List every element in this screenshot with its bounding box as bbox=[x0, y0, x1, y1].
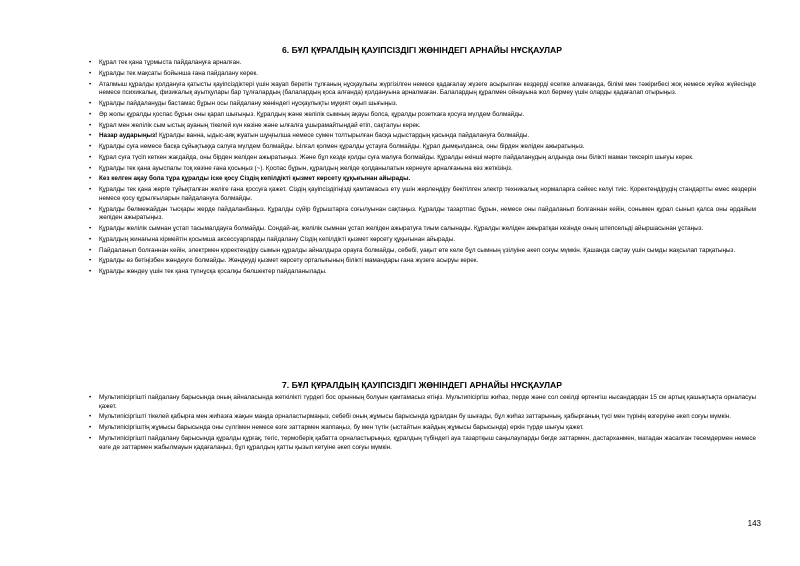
item-text: Құралды суға немесе басқа сұйықтыққа салуға мүлдем болмайды. Ылғал қолмен құралды ұстауға болмайды. Құрал дымқылданса, оны бірден желіден ажыратыңыз. bbox=[99, 143, 585, 151]
list-item bbox=[88, 122, 756, 131]
item-text: Құрал тек қана тұрмыста пайдалануға арналған. bbox=[99, 59, 242, 66]
item-text: Құрал мен желілік сым ыстық ауаның тікелей күн көзіне және ылғалға ұшырамайтындай етіп, сақталуы керек. bbox=[99, 121, 421, 129]
item-text: Құралды бөлмежайдан тысқары жерде пайдаланбаңыз. Құралды сүйір бұрыштарға соғылуынан сақтаңыз. Құралды тазартпас бұрын, немесе оны пайдаланып болғаннан кейін, сонымен құрал сынып қалса оны әрдайым желіден ажыратыңыз. bbox=[99, 205, 756, 222]
section-heading: 7. БҰЛ ҚҰРАЛДЫҢ ҚАУІПСІЗДІГІ ЖӨНІНДЕГІ АРНАЙЫ НҰСҚАУЛАР bbox=[282, 380, 562, 390]
list-item bbox=[88, 435, 756, 452]
list-item bbox=[88, 111, 756, 120]
list-item bbox=[88, 143, 756, 152]
item-text: Мультипісіргішті пайдалану барысында оның айналасында жеткілікті түрдегі бос орынның болуын қамтамасыз етіңіз. Мультипісіргіш жиһаз, перде және сол секілді өртенгіш нысандардан 15 см артық қашықтықта орналасуы қажет. bbox=[99, 394, 756, 410]
item-text: Кез келген ақау бола тұра құралды іске қосу Сіздің кепілдікті қызмет көрсету құқығынан айырады. bbox=[99, 175, 411, 183]
item-text: Әр жолы құралды қоспас бұрын оны қарап шығыңыз. Құралдың және желілік сымның ақауы болса, құралды розеткаға қосуға мүлдем болмайды. bbox=[99, 110, 525, 118]
item-text: Құрал суға түсіп кеткен жағдайда, оны бірден желіден ажыратыңыз. Және бұл кезде қолды суға малуға болмайды. Құралды екінші мәрте пайдаланудың алдында оны білікті маман тексеріп шығуы керек. bbox=[99, 153, 694, 161]
item-text: Құралды тек қана жерге тұйықталған желіге ғана қоссуға қажет. Сіздің қауіпсіздігіңізді қамтамасыз ету үшін жерлендіру бекітілген электр техникалық нормаларға сәйкес келуі тиіс. Қоректендірудің стандартты емес көздерін немесе қосу құрылғыларын пайдалануға болмайды. bbox=[99, 186, 756, 202]
list-item bbox=[88, 132, 756, 141]
item-text: Құралды тек мақсаты бойынша ғана пайдалану керек. bbox=[99, 69, 258, 77]
list-item bbox=[88, 70, 756, 79]
list-item bbox=[88, 236, 756, 245]
bullet-icon: • bbox=[89, 99, 92, 107]
bullet-icon: • bbox=[89, 257, 92, 265]
list-item bbox=[88, 81, 756, 98]
bullet-icon: • bbox=[89, 59, 92, 66]
safety-section-6 bbox=[88, 44, 756, 279]
instruction-list bbox=[88, 59, 756, 277]
list-item bbox=[88, 154, 756, 163]
list-item bbox=[88, 413, 756, 422]
bullet-icon: • bbox=[89, 143, 92, 151]
bullet-icon: • bbox=[89, 69, 92, 77]
item-text: Мультипісіргішті тікелей қабырға мен жиһазға жақын маңда орналастырмаңыз, себебі оның жұмысы барысында құралдан бу шығады, бұл жиһаз заттарының, қабырғаның түсі мен түрінің өзгеруіне әкеп соғуы мүмкін. bbox=[99, 413, 731, 421]
bullet-icon: • bbox=[89, 132, 92, 140]
warning-prefix: Назар аударыңыз! bbox=[99, 132, 158, 140]
list-item bbox=[88, 247, 756, 256]
bullet-icon: • bbox=[89, 235, 92, 243]
bullet-icon: • bbox=[89, 186, 92, 194]
item-text: Құралды өз бетіңізбен жөндеуге болмайды. Жөндеуді қызмет көрсету орталығының білікті мамандары ғана жүзеге асыруы керек. bbox=[99, 257, 479, 265]
item-text: Құралды тек қана ауыспалы тоқ көзіне ғана қосыңыз (~). Қоспас бұрын, құралдың желіде қолданылатын кернеуге арналғанына көз жеткізіңіз. bbox=[99, 164, 513, 172]
item-text: Құралдың жинағына кірмейтін қосымша аксессуарларды пайдалану Сіздің кепілдікті қызмет көрсету құқығынан айырады. bbox=[99, 235, 455, 243]
item-text: Мультипісіргіштің жұмысы барысында оны сүлгімен немесе өзге заттармен жаппаңыз, бу мен түтін (ыстайтын жайдың жұмысы барысында) еркін түрде шығуы қажет. bbox=[99, 424, 584, 432]
item-text: Құралды ванна, ыдыс-аяқ жуатын шұңғылша немесе сумен толтырылған басқа ыдыстардың қасында пайдалануға болмайды. bbox=[157, 132, 530, 140]
list-item bbox=[88, 225, 756, 234]
bullet-icon: • bbox=[89, 268, 92, 276]
list-item bbox=[88, 257, 756, 266]
section-heading: 6. БҰЛ ҚҰРАЛДЫҢ ҚАУІПСІЗДІГІ ЖӨНІНДЕГІ АРНАЙЫ НҰСҚАУЛАР bbox=[282, 45, 562, 55]
bullet-icon: • bbox=[89, 164, 92, 172]
list-item bbox=[88, 424, 756, 433]
bullet-icon: • bbox=[89, 224, 92, 232]
bullet-icon: • bbox=[89, 175, 92, 183]
item-text: Аталмыш құралды қолдануға қатысты қауіпсіздіктері үшін жауап беретін тұлғаның нұсқаулығы жүргізілген немесе қадағалау жүзеге асырылған кездерді есепке алмағанда, білімі мен тәжірибесі жоқ немесе жүйке жүйесінде немесе психикалық, физикалық ауытқулары бар тұлғалардың (балалардың қоса алғанда) қолдануына арналмаған. Балалардың құралмен ойнауына жол бермеу үшін оларды қадағалап отырыңыз. bbox=[99, 80, 756, 97]
bullet-icon: • bbox=[89, 80, 92, 88]
list-item bbox=[88, 206, 756, 223]
bullet-icon: • bbox=[89, 394, 92, 401]
instruction-list bbox=[88, 394, 756, 452]
safety-section-7 bbox=[88, 379, 756, 454]
list-item bbox=[88, 268, 756, 277]
list-item bbox=[88, 165, 756, 174]
item-text: Мультипісіргішті пайдалану барысында құралды құрғақ, тегіс, термоберіқ қабатта орналастырыңыз, құралдың түбіндегі ауа тазартқыш саңылауларды бөгде заттармен, дастарханмен, матадан жасалған төсемдермен немесе өзге де заттармен жабылмауын қадағалаңыз, бұл құралдың қатты қызып кетуіне әкеп соғуы мүмкін. bbox=[99, 434, 756, 451]
list-item bbox=[88, 175, 756, 184]
list-item bbox=[88, 100, 756, 109]
list-item bbox=[88, 394, 756, 411]
bullet-icon: • bbox=[89, 205, 92, 213]
item-text: Пайдаланып болғаннан кейін, электрмен қоректендіру сымын құралды айналдыра орауға болмайды, себебі, уақыт өте келе бұл сымның үзілуіне әкеп соғуы мүмкін. Қашанда сақтау үшін сымды жақсылап тарқатыңыз. bbox=[99, 246, 736, 254]
bullet-icon: • bbox=[89, 110, 92, 118]
list-item bbox=[88, 59, 756, 68]
item-text: Құралды жөндеу үшін тек қана түпнұсқа қосалқы бөлшектер пайдаланылады. bbox=[99, 268, 327, 276]
bullet-icon: • bbox=[89, 424, 92, 432]
item-text: Құралды желілік сымнан ұстап тасымалдауға болмайды. Сондай-ақ, желілік сымнан ұстап желіден ажыратуға тиым салынады. Құралды желіден ажыратқан кезінде оның штепсельді айыршасынан ұстаңыз. bbox=[99, 224, 704, 232]
bullet-icon: • bbox=[89, 153, 92, 161]
page-number: 143 bbox=[747, 519, 761, 528]
bullet-icon: • bbox=[89, 434, 92, 442]
bullet-icon: • bbox=[89, 413, 92, 421]
item-text: Құралды пайдалануды бастамас бұрын осы пайдалану жөніндегі нұсқаулықты мұқият оқып шығыңыз. bbox=[99, 99, 398, 107]
list-item bbox=[88, 186, 756, 203]
bullet-icon: • bbox=[89, 121, 92, 129]
bullet-icon: • bbox=[89, 246, 92, 254]
